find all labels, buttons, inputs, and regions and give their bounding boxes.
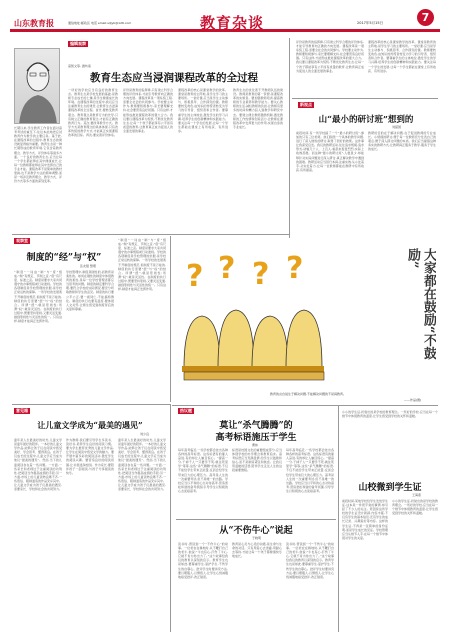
- article3-byline: 刘少良: [140, 432, 150, 436]
- article2-body-col1: “制度”一词由“制”与“度”组成,“制”有规定、节制之意,“度”有尺度、标准之意。制度是要求大家共同遵守的办事规程或行动准则。学校的各项制度是学校管理的依据,是学校正常运转的保障。一所学校的发展离不开制度的规范,但制度不是万能的,制度的执行需要“经”与“权”的结合。所谓“经”,就是原则性;所谓“权”,就是灵活性。在制度的执行过程中,既要坚持原则,又要灵活变通,做到原则性与灵活性的统一。只有这样,制度才能真正发挥作用。: [14, 270, 62, 324]
- article3-body-col1: 童年是人生最美好的时光,儿童文学是童年最好的陪伴。一本好的儿童文学作品,能够让孩子们在阅读中感受美好、学会思考、懂得善良。在孩子们成长的过程中,儿童文学应当成为他们“最美的遇见”。然而,当下的儿童阅读存在着一些问题。一方面,一些家长和老师过于注重阅读的功利性,把阅读当作提高成绩的手段;另一方面,市场上的儿童读物良莠不齐,一些低俗、粗制滥造的作品充斥其中。让儿童文学成为孩子们最美的遇见,需要家长、学校和社会的共同努力。: [14, 438, 62, 492]
- divider: [12, 404, 170, 405]
- article7-body-top: 小小的学生证,折射出的是学校的教育理念。一所好的学校,应当在每一个细节中体现教育的温度,让学生感受到学校的关怀和温暖。: [342, 410, 438, 419]
- article3-body-col3: 童年是人生最美好的时光,儿童文学是童年最好的陪伴。一本好的儿童文学作品,能够让孩子们在阅读中感受美好、学会思考、懂得善良。在孩子们成长的过程中,儿童文学应当成为他们“最美的遇见”。然而,当下的儿童阅读存在着一些问题。一方面,一些家长和老师过于注重阅读的功利性,把阅读当作提高成绩的手段;另一方面,市场上的儿童读物良莠不齐,一些低俗、粗制滥造的作品充斥其中。让儿童文学成为孩子们最美的遇见,需要家长、学校和社会的共同努力。: [118, 438, 166, 492]
- svg-text:?: ?: [286, 251, 304, 286]
- svg-text:?: ?: [252, 257, 270, 292]
- article1-continued-right: 评价是教育的指挥棒,只有建立科学合理的评价体系,才能引导教育向正确的方向发展。课程改革是一项系统工程,需要全社会的共同参与。学校要主动作为,教师要积极参与,家长要理解支持,社会要营造良好氛围。只有这样,才能形成推进课程改革的强大合力。我们要以课程改革为契机,不断优化教育生态,让每一个孩子都能享有公平而有质量的教育,让教育真正成为促进人的全面发展的事业。: [296, 40, 364, 73]
- article1-body-col2: 评价是教育的指挥棒,只有建立科学合理的评价体系,才能引导教育向正确的方向发展。课程改革是一项系统工程,需要全社会的共同参与。学校要主动作为,教师要积极参与,家长要理解支持,社会要营造良好氛围。只有这样,才能形成推进课程改革的强大合力。我们要以课程改革为契机,不断优化教育生态,让每一个孩子都能享有公平而有质量的教育,让教育真正成为促进人的全面发展的事业。: [123, 88, 173, 133]
- article3-title: 让儿童文学成为“最美的遇见”: [37, 420, 143, 430]
- article1-author-caption: 高凯文等, 潍坊南: [68, 64, 91, 68]
- cartoon-credit: ——作品(图): [404, 398, 422, 402]
- cartoon-calligraphy: 大家都在鼓励“不鼓励”: [405, 248, 436, 360]
- divider: [170, 236, 171, 402]
- svg-text:?: ?: [218, 251, 236, 286]
- svg-text:?: ?: [186, 259, 204, 294]
- article5-body-col2: 标语是校园文化的重要组成部分,应当体现学校的办学理念和教育追求。高考标语应当充满温情,给学生以鼓励和信心,而不是制造紧张和焦虑。让我们用温暖的话语,陪伴学生走过人生的这段重要旅程。: [232, 448, 282, 473]
- column-tag-editorial: 编辑观察: [70, 41, 86, 46]
- author-photo: [14, 48, 60, 124]
- divider: [12, 234, 290, 235]
- page-number: 7: [421, 11, 430, 24]
- divider: [170, 404, 171, 632]
- divider: [289, 38, 290, 238]
- article6-body-col2: 教育是心灵与心灵的沟通,是生命与生命的对话。只有用爱心去浇灌,用耐心去等待,才能让每一个孩子都健康快乐地成长。: [232, 542, 282, 559]
- article7-body-col1: 前段时间,某地学校给学生发放学生证,这本是一件很平常的事情,却引起了不少人的关注。原因是这所学校的学生证设计新颖,内容丰富,不仅有学生的基本信息,还有学生的成长记录、兴趣爱好等内容。这样的学生证,不再是一张简单的身份证明,而是学生成长的见证。学校管理应当从细节入手,在每一个细节中体现对学生的关爱。: [342, 499, 388, 540]
- article6-byline: 于晓明: [252, 536, 262, 540]
- article5-body-col1: 每年高考临近,一些学校都会挂出各种各样的高考标语。这些标语有的催人奋进,有的却让人触目惊心。“提高一分,干掉千人”“只要学不死,就往死里学”等等,这些“杀气腾腾”的标语,不仅不能给学生带来正能量,反而会给学生带来巨大的心理压力。高考是人生的一次重要考试,但不是唯一的出路。学校应当以平和的心态对待高考,营造宽松和谐的备考氛围,引导学生以积极的心态迎接高考。: [178, 448, 228, 493]
- article7-body-col2: 小小的学生证,折射出的是学校的教育理念。一所好的学校,应当在每一个细节中体现教育的温度,让学生感受到学校的关怀和温暖。: [392, 499, 438, 516]
- masthead: [0, 0, 450, 40]
- masthead-logo: 山东教育报: [14, 18, 54, 28]
- article1-body-col1: 一所好的学校应当有良好的教育生态。教育生态是学校发展的基础,是教师专业成长的土壤,是学生健康成长的环境。在课程改革的过程中,我们应当注重教育生态的建设,让教育生态浸润课程改革的全过程。首先,要转变教育观念。教育观念是教育行为的先导,只有树立正确的教育观念,才能有正确的教育行为。其次,要改革教学方式。教学方式是教育理念的具体体现,只有改革传统的教学方式,才能真正实现课程改革的目标。再次,要完善评价体系。: [68, 88, 118, 138]
- divider: [292, 98, 438, 99]
- article1-body-col4: 教育生态的优化离不开教师队伍的建设。教师是教育的第一资源,是课程改革的实施者。要加强教师培训,提高教师的专业素养和教学能力。要关心教师的生活,减轻教师的负担,让教师有更多的时间和精力投入到教学和研究中去。要建立健全教师激励机制,激发教师的工作热情和创造活力,让教师在课程改革中发挥更大的作用,实现自身的专业成长。: [233, 88, 283, 129]
- article2-byline: 张友强 整理: [80, 264, 96, 268]
- article1-body-col3: 课程改革的核心是课堂教学的改革。课堂是教育的主阵地,是学生学习的主要场所。一堂好课,应当是学生主动参与、积极思考、合作探究的课。教师要转变角色,由知识的传授者转变为学习的引导者、组织者和合作者。要尊重学生的主体地位,激发学生的学习兴趣,培养学生的创新精神和实践能力。要关注每一个学生的发展,让每一个学生都能在课堂上有所收获、有所进步。: [178, 88, 228, 133]
- cartoon-caption: 教育的言自说生于解决问题,不能解决问题的不是真教育。: [270, 392, 346, 396]
- column-tag-hot-topic: 热议题: [180, 408, 192, 413]
- divider: [338, 406, 339, 632]
- article4-body-col2: 教研的目的在于解决问题,在于促进教师的专业成长。小规模的研讨,便于每一位教师充分发表自己的观点,便于深入探讨问题的本质。我们应当提倡这种务实的教研方式,让教研真正服务于教学,服务于学生的成长。: [368, 131, 436, 152]
- article7-byline: 王海燕: [412, 493, 422, 497]
- article5-title-line1: 莫让“杀气腾腾”的: [219, 421, 293, 431]
- column-tag-new-view: 新视点: [300, 102, 312, 107]
- article6-body-col1: 读书时,曾读到一个“不伤牛心”的故事。一位老农在耕地时,从不鞭打自己的老牛,他说:“牛也有心,打伤了牛心,它就不肯为你出力了。”这个故事给我们的教育以深刻的启示。教育学生也是如此,要尊重学生,爱护学生,不伤学生的自尊心。批评学生时要讲究方法,要以理服人,以情感人,让学生心悦诚服地接受批评,改正错误。: [178, 542, 228, 579]
- divider: [176, 519, 336, 520]
- article2-body-col3: “制度”一词由“制”与“度”组成,“制”有规定、节制之意,“度”有尺度、标准之意。制度是要求大家共同遵守的办事规程或行动准则。学校的各项制度是学校管理的依据,是学校正常运转的保障。一所学校的发展离不开制度的规范,但制度不是万能的,制度的执行需要“经”与“权”的结合。所谓“经”,就是原则性;所谓“权”,就是灵活性。在制度的执行过程中,既要坚持原则,又要灵活变通,做到原则性与灵活性的统一。只有这样,制度才能真正发挥作用。: [118, 238, 166, 292]
- article5-byline: 曹炜: [252, 443, 259, 447]
- article4-title: 山“最小的研讨班”想到的: [318, 115, 414, 125]
- article3-body-col2: 作为教师,我们要引导学生多读书、读好书,培养学生良好的阅读习惯。要为学生推荐优秀的儿童文学作品,让学生在阅读中感受文学的魅力。要开展丰富多彩的阅读活动,激发学生的阅读兴趣。要营造良好的阅读氛围,让书香浸润校园。作为家长,要陪伴孩子一起阅读,与孩子分享阅读的快乐。: [66, 438, 114, 475]
- article4-body-col1: 前段时间,有一所学校搞了一个“最小的研讨班”,参加的只有三位老师。他们围绕一个具体的教学问题,进行了深入细致的研讨,取得了很好的效果。这件事让我深受启发。我们的教研活动,往往追求规模,追求形式,动辄几十人、上百人,看起来轰轰烈烈,实际上收效甚微。而这种“最小的研讨班”,人数虽少,却能够针对实际问题进行深入研讨,真正解决教学中遇到的困难。教研活动应当回归本真,注重实效,从小处着手,从实处着力,让每一位教师都能在教研中有所收获,有所提高。: [296, 131, 364, 172]
- page-number-badge: [417, 9, 434, 26]
- article4-byline: 刘富国: [392, 125, 402, 129]
- article1-title: 教育生态应当浸润课程改革的全过程: [90, 72, 258, 84]
- article1-body-left: 长期以来,学生教育工作者在面对高考考试的重压下,往往本能地把应试教育作为教学的主要任务。基于此,在课程改革的过程中,教育生态的建设就显得格外重要。教育生态是一种长期形成的教育环境,它包含着教育理念、教学方式、评价体系等诸多方面。一个良好的教育生态,应当让每一个学生都能够在其中健康成长,让每一位教师都能够在其中发挥自己的专业才能。课程改革不是简单的教材更换,也不是教学方法的简单调整,而是一场涉及教育理念、教学方式、评价方式等多方面的深刻变革。: [14, 126, 62, 184]
- article6-body-col3: 读书时,曾读到一个“不伤牛心”的故事。一位老农在耕地时,从不鞭打自己的老牛,他说:“牛也有心,打伤了牛心,它就不肯为你出力了。”这个故事给我们的教育以深刻的启示。教育学生也是如此,要尊重学生,爱护学生,不伤学生的自尊心。批评学生时要讲究方法,要以理服人,以情感人,让学生心悦诚服地接受批评,改正错误。: [286, 542, 334, 579]
- article1-continued-right-2: 课程改革的核心是课堂教学的改革。课堂是教育的主阵地,是学生学习的主要场所。一堂好课,应当是学生主动参与、积极思考、合作探究的课。教师要转变角色,由知识的传授者转变为学习的引导者、组织者和合作者。要尊重学生的主体地位,激发学生的学习兴趣,培养学生的创新精神和实践能力。要关注每一个学生的发展,让每一个学生都能在课堂上有所收获、有所进步。: [368, 40, 436, 73]
- article5-body-col3: 每年高考临近,一些学校都会挂出各种各样的高考标语。这些标语有的催人奋进,有的却让人触目惊心。“提高一分,干掉千人”“只要学不死,就往死里学”等等,这些“杀气腾腾”的标语,不仅不能给学生带来正能量,反而会给学生带来巨大的心理压力。高考是人生的一次重要考试,但不是唯一的出路。学校应当以平和的心态对待高考,营造宽松和谐的备考氛围,引导学生以积极的心态迎接高考。: [286, 448, 334, 493]
- column-tag-opinion-box: 意见箱: [16, 408, 28, 413]
- article5-title-line2: 高考标语施压于学生: [215, 433, 297, 443]
- article6-title: 从“不伤牛心”说起: [219, 526, 293, 536]
- issue-date: 2017年5月15日: [357, 21, 384, 25]
- masthead-url: 通信地址:邮政区 电话 email:sdjyb@126.com: [68, 21, 132, 25]
- article2-body-col2: 学校管理中,制度是刚性的,而教育是柔性的。如何在刚性的制度中体现教育的柔性,是每一位学校管理者都应当思考的问题。制度的制定要科学合理,要符合学校的实际情况,要充分听取教师和学生的意见。制度的执行要公平公正,要一视同仁,不能搞特殊化。制度的执行也要有温度,要体现人文关怀,让师生感受到制度背后的关爱和尊重。: [66, 270, 114, 311]
- article7-title: 山校微到学生证: [358, 483, 422, 493]
- divider: [172, 405, 438, 406]
- column-tag-observation: 观察室: [16, 238, 28, 243]
- section-title: 教育杂谈: [200, 14, 265, 32]
- article2-title: 制度的“经”与“权”: [26, 253, 102, 263]
